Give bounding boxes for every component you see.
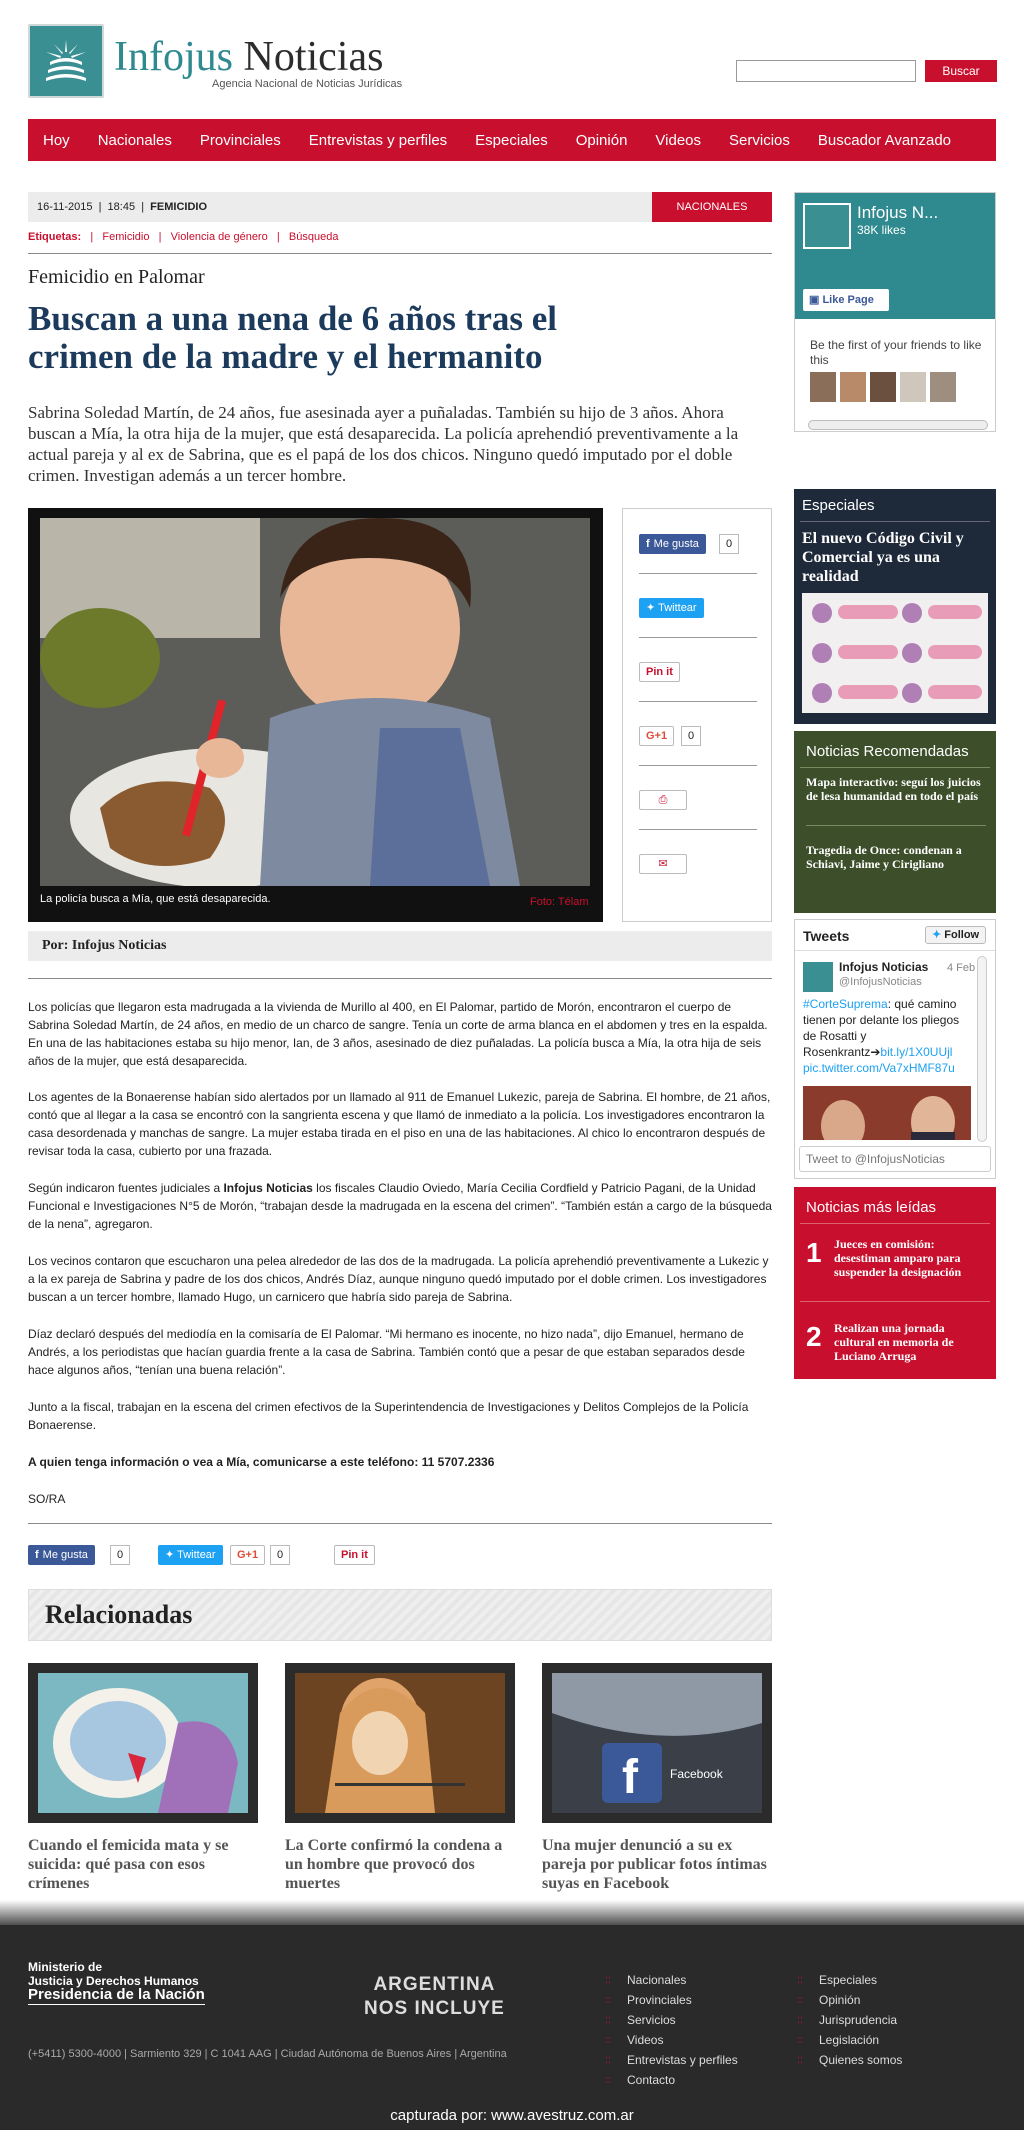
footer-link[interactable]: :: Legislación bbox=[797, 2030, 902, 2050]
divider bbox=[800, 1301, 990, 1302]
fb-like-button[interactable] bbox=[28, 1545, 95, 1565]
divider bbox=[795, 950, 995, 951]
tweet-link[interactable]: pic.twitter.com/Va7xHMF87u bbox=[803, 1061, 955, 1075]
paragraph: Los agentes de la Bonaerense habían sido alertados por un llamado al 911 de Emanuel Lukezic, pareja de Sabrina. El hombre, de 21 años, contó que al llegar a la casa se encontró con la sangrienta escena y que llamó de inmediato a la policía. Los investigadores encontraron la casa desordenada y manchas de sangre. La mujer estaba tirada en el piso en una de las habitaciones. Al chico lo encontraron después de revisar toda la casa, cubierto por una frazada. bbox=[28, 1090, 771, 1158]
related-title: Relacionadas bbox=[45, 1600, 193, 1629]
avatar[interactable] bbox=[870, 372, 896, 402]
divider bbox=[639, 829, 757, 830]
fb-like-label: Me gusta bbox=[42, 1549, 88, 1561]
logo-title[interactable] bbox=[114, 36, 383, 78]
most-read-item[interactable]: Realizan una jornada cultural en memoria de Luciano Arruga bbox=[834, 1321, 954, 1363]
article-byline: Por: Infojus Noticias bbox=[28, 931, 772, 961]
footer-link[interactable]: :: Opinión bbox=[797, 1990, 902, 2010]
footer-link[interactable]: :: Entrevistas y perfiles bbox=[605, 2050, 738, 2070]
facebook-icon: f bbox=[35, 1549, 39, 1561]
especiales-box bbox=[794, 489, 996, 724]
article-kicker: Femicidio en Palomar bbox=[28, 266, 205, 288]
svg-text:f: f bbox=[622, 1751, 638, 1804]
follow-label: Follow bbox=[944, 929, 980, 941]
gplus-count: 0 bbox=[270, 1545, 290, 1565]
tweet-compose-input[interactable]: Tweet to @InfojusNoticias bbox=[799, 1146, 991, 1172]
nav-item-nacionales[interactable]: Nacionales bbox=[97, 131, 172, 149]
fb-like-count: 0 bbox=[719, 534, 739, 554]
especiales-title: Especiales bbox=[802, 497, 875, 514]
article-date: 16-11-2015 bbox=[37, 201, 93, 213]
footer-link[interactable]: :: Contacto bbox=[605, 2070, 738, 2090]
paragraph: Junto a la fiscal, trabajan en la escena del crimen efectivos de la Superintendencia de Investigaciones y Delitos Complejos de la Policía Bonaerense. bbox=[28, 1400, 749, 1432]
tags-label: Etiquetas: bbox=[28, 231, 82, 243]
paragraph: Los policías que llegaron esta madrugada a la vivienda de Murillo al 400, en El Palomar, partido de Morón, encontraron el cuerpo de Sabrina Soledad Martín, de 24 años, en medio de un charco de sangre. Tenía un corte de arma blanca en el abdomen y tres en la espalda. En una de las habitaciones estaba su hijo menor, Ian, de 3 años, asesinado de diez puñaladas. La policía busca a Mía, la otra hija de seis años de la mujer, que está desaparecida. bbox=[28, 1000, 768, 1068]
tweet-body: : qué camino tienen por delante los pliegos de Rosatti y Rosenkrantz➔ bbox=[803, 997, 960, 1059]
fb-like-button[interactable] bbox=[639, 534, 706, 554]
argentina-line: NOS INCLUYE bbox=[364, 1998, 505, 2019]
rank-number: 1 bbox=[806, 1237, 822, 1268]
argentina-logo bbox=[364, 1973, 505, 2021]
facebook-cover[interactable] bbox=[795, 193, 995, 319]
nav-item-hoy[interactable]: Hoy bbox=[43, 131, 70, 149]
footer-link[interactable]: :: Quienes somos bbox=[797, 2050, 902, 2070]
scrollbar[interactable] bbox=[808, 420, 988, 430]
fb-like-count: 0 bbox=[110, 1545, 130, 1565]
tweets-title: Tweets bbox=[803, 928, 850, 944]
article-headline: Buscan a una nena de 6 años tras el crimen de la madre y el hermanito bbox=[28, 299, 557, 376]
signature: SO/RA bbox=[28, 1492, 66, 1506]
nav-item-buscador[interactable]: Buscador Avanzado bbox=[817, 131, 952, 149]
logo-subtitle: Agencia Nacional de Noticias Jurídicas bbox=[212, 78, 403, 90]
fb-like-page-button[interactable] bbox=[803, 289, 889, 311]
tweets-scrollbar[interactable] bbox=[977, 956, 987, 1142]
article-time: 18:45 bbox=[107, 201, 136, 213]
footer-link[interactable]: :: Nacionales bbox=[605, 1970, 738, 1990]
nav-item-opinion[interactable]: Opinión bbox=[575, 131, 628, 149]
divider bbox=[639, 765, 757, 766]
logo-second-text: Noticias bbox=[243, 34, 384, 80]
argentina-line: ARGENTINA bbox=[373, 1974, 496, 1995]
related-image[interactable] bbox=[542, 1663, 772, 1823]
gplus-count: 0 bbox=[681, 726, 701, 746]
tweet-image[interactable] bbox=[803, 1086, 971, 1140]
article-meta: 16-11-2015 | 18:45 | FEMICIDIO bbox=[28, 192, 652, 222]
fb-like-label: Me gusta bbox=[653, 538, 699, 550]
tweet-hashtag[interactable]: #CorteSuprema bbox=[803, 997, 888, 1011]
pinterest-button[interactable]: Pin it bbox=[639, 662, 680, 682]
footer-link[interactable]: :: Especiales bbox=[797, 1970, 902, 1990]
paragraph bbox=[28, 1179, 772, 1233]
fb-like-page-label: Like Page bbox=[822, 294, 874, 306]
twitter-icon: ✦ bbox=[646, 602, 659, 614]
footer-link[interactable]: :: Servicios bbox=[605, 2010, 738, 2030]
footer-link[interactable]: :: Videos bbox=[605, 2030, 738, 2050]
article-section-tag: FEMICIDIO bbox=[150, 201, 208, 213]
paragraph: Díaz declaró después del mediodía en la comisaría de El Palomar. “Mi hermano es inocente, no hizo nada”, dijo Emanuel, hermano de Andrés, a los periodistas que hacían guardia frente a la casa de Sabrina. También contó que a pesar de que estaban separados desde hace algunos años, “tenían una buena relación”. bbox=[28, 1327, 745, 1377]
follow-button[interactable] bbox=[925, 926, 986, 944]
contact-paragraph: A quien tenga información o vea a Mía, comunicarse a este teléfono: 11 5707.2336 bbox=[28, 1455, 495, 1469]
related-image[interactable] bbox=[28, 1663, 258, 1823]
related-title-link[interactable]: Una mujer denunció a su ex pareja por publicar fotos íntimas suyas en Facebook bbox=[542, 1837, 767, 1892]
avatar[interactable] bbox=[930, 372, 956, 402]
divider bbox=[28, 253, 772, 254]
divider bbox=[806, 825, 986, 826]
ministry-line: Ministerio de bbox=[28, 1960, 103, 1974]
article-photo bbox=[40, 518, 590, 886]
related-title-link[interactable]: La Corte confirmó la condena a un hombre que provocó dos muertes bbox=[285, 1837, 503, 1892]
photo-caption: La policía busca a Mía, que está desaparecida. bbox=[40, 893, 271, 905]
divider bbox=[800, 1223, 990, 1224]
most-read-title: Noticias más leídas bbox=[806, 1199, 937, 1216]
main-nav bbox=[28, 119, 996, 161]
fb-avatars bbox=[810, 372, 960, 402]
logo-icon[interactable] bbox=[28, 24, 104, 98]
category-badge[interactable]: NACIONALES bbox=[652, 192, 772, 222]
avatar[interactable] bbox=[810, 372, 836, 402]
footer-link[interactable]: :: Provinciales bbox=[605, 1990, 738, 2010]
divider bbox=[639, 701, 757, 702]
recommended-item[interactable]: Mapa interactivo: seguí los juicios de lesa humanidad en todo el país bbox=[806, 775, 981, 803]
avatar[interactable] bbox=[900, 372, 926, 402]
footer-address: (+5411) 5300-4000 | Sarmiento 329 | C 1041 AAG | Ciudad Autónoma de Buenos Aires | Argentina bbox=[28, 2048, 507, 2060]
facebook-label: Facebook bbox=[670, 1767, 723, 1781]
paragraph: Los vecinos contaron que escucharon una pelea alrededor de las dos de la madrugada. La policía aprehendió preventivamente a Lukezic y a la ex pareja de Sabrina y padre de los dos chicos, Andrés Díaz, aunque ninguno quedó imputado por el doble crimen. Los investigadores buscan a un tercer hombre, llamado Hugo, un carnicero que habría sido pareja de Sabrina. bbox=[28, 1254, 769, 1304]
most-read-item[interactable]: Jueces en comisión: desestiman amparo para suspender la designación bbox=[834, 1237, 962, 1279]
fb-page-name: Infojus N... bbox=[857, 203, 939, 222]
twitter-icon: ✦ bbox=[932, 929, 945, 941]
related-title-link[interactable]: Cuando el femicida mata y se suicida: qué pasa con esos crímenes bbox=[28, 1837, 229, 1892]
ministry-line: Justicia y Derechos Humanos bbox=[28, 1974, 199, 1988]
gplus-button[interactable]: G+1 bbox=[230, 1545, 265, 1565]
nav-item-entrevistas[interactable]: Entrevistas y perfiles bbox=[308, 131, 448, 149]
search-input[interactable] bbox=[736, 60, 916, 82]
divider bbox=[639, 573, 757, 574]
tag-link[interactable]: Búsqueda bbox=[288, 231, 339, 243]
divider bbox=[800, 767, 990, 768]
nav-item-videos[interactable]: Videos bbox=[655, 131, 702, 149]
pinterest-button[interactable]: Pin it bbox=[334, 1545, 375, 1565]
facebook-icon: ▣ bbox=[809, 294, 823, 306]
presidency-line: Presidencia de la Nación bbox=[28, 1986, 205, 2003]
facebook-icon: f bbox=[646, 538, 650, 550]
footer-links-col1 bbox=[605, 1970, 738, 2090]
ministry-logo[interactable] bbox=[28, 1960, 205, 2005]
nav-item-provinciales[interactable]: Provinciales bbox=[199, 131, 281, 149]
gplus-button[interactable]: G+1 bbox=[639, 726, 674, 746]
fb-likes: 38K likes bbox=[857, 223, 906, 237]
tweet-date[interactable]: 4 Feb bbox=[947, 962, 976, 974]
share-column bbox=[622, 508, 772, 922]
recommended-box bbox=[794, 731, 996, 913]
divider bbox=[28, 1523, 772, 1524]
divider bbox=[639, 637, 757, 638]
tweet-handle: @InfojusNoticias bbox=[839, 976, 922, 988]
footer bbox=[0, 1925, 1024, 2130]
tweet-link[interactable]: bit.ly/1X0UUjl bbox=[880, 1045, 953, 1059]
recommended-item[interactable]: Tragedia de Once: condenan a Schiavi, Jaime y Cirigliano bbox=[806, 843, 962, 871]
nav-item-especiales[interactable]: Especiales bbox=[475, 131, 548, 149]
related-header bbox=[28, 1589, 772, 1641]
email-icon[interactable]: ✉ bbox=[639, 854, 687, 874]
fb-friends-text: Be the first of your friends to like this bbox=[810, 338, 982, 367]
avatar[interactable] bbox=[803, 962, 833, 992]
avatar[interactable] bbox=[840, 372, 866, 402]
twitter-widget bbox=[794, 919, 996, 1179]
photo-credit: Foto: Télam bbox=[530, 896, 589, 908]
logo-main-text: Infojus bbox=[114, 34, 233, 80]
page-logo-icon bbox=[803, 203, 851, 249]
related-image[interactable] bbox=[285, 1663, 515, 1823]
divider bbox=[28, 978, 772, 979]
article-lead: Sabrina Soledad Martín, de 24 años, fue asesinada ayer a puñaladas. También su hijo de 3 años. Ahora buscan a Mía, la otra hija de la mujer, que está desaparecida. La policía aprehendió preventivamente a la actual pareja y al ex de Sabrina, que es el papá de los dos chicos. Ninguno quedó imputado por el doble crimen. Investigan además a un tercer hombre. bbox=[28, 403, 739, 485]
twitter-icon: ✦ bbox=[165, 1549, 178, 1561]
tag-link[interactable]: Violencia de género bbox=[170, 231, 268, 243]
footer-links-col2 bbox=[797, 1970, 902, 2070]
divider bbox=[800, 521, 990, 522]
recommended-title: Noticias Recomendadas bbox=[806, 743, 969, 760]
tweet-button[interactable] bbox=[639, 598, 704, 618]
especiales-headline[interactable]: El nuevo Código Civil y Comercial ya es una realidad bbox=[802, 530, 964, 585]
print-icon[interactable]: ⎙ bbox=[639, 790, 687, 810]
tweet-label: Twittear bbox=[177, 1549, 216, 1561]
tags-row: Etiquetas: | Femicidio | Violencia de género | Búsqueda bbox=[28, 231, 339, 243]
tweet-button[interactable] bbox=[158, 1545, 223, 1565]
paragraph-text: Según indicaron fuentes judiciales a bbox=[28, 1181, 224, 1195]
tag-link[interactable]: Femicidio bbox=[102, 231, 150, 243]
tweet-author[interactable]: Infojus Noticias bbox=[839, 960, 929, 974]
tweet-text bbox=[803, 996, 971, 1076]
rank-number: 2 bbox=[806, 1321, 822, 1352]
nav-item-servicios[interactable]: Servicios bbox=[729, 131, 790, 149]
footer-link[interactable]: :: Jurisprudencia bbox=[797, 2010, 902, 2030]
tweet-label: Twittear bbox=[658, 602, 697, 614]
paragraph-bold: Infojus Noticias bbox=[223, 1181, 313, 1195]
especiales-image[interactable] bbox=[802, 593, 988, 713]
search-button[interactable]: Buscar bbox=[925, 60, 997, 82]
paragraph-text: los fiscales Claudio Oviedo, María Cecilia Cordfield y Patricio Pagani, de la Unidad Funcional e Investigaciones N°5 de Morón, “trabajan desde la madrugada en la escena del crimen”. “También están a cargo de la búsqueda de la nena”, agregaron. bbox=[28, 1181, 772, 1231]
capture-credit: capturada por: www.avestruz.com.ar bbox=[390, 2107, 634, 2124]
most-read-box bbox=[794, 1187, 996, 1379]
